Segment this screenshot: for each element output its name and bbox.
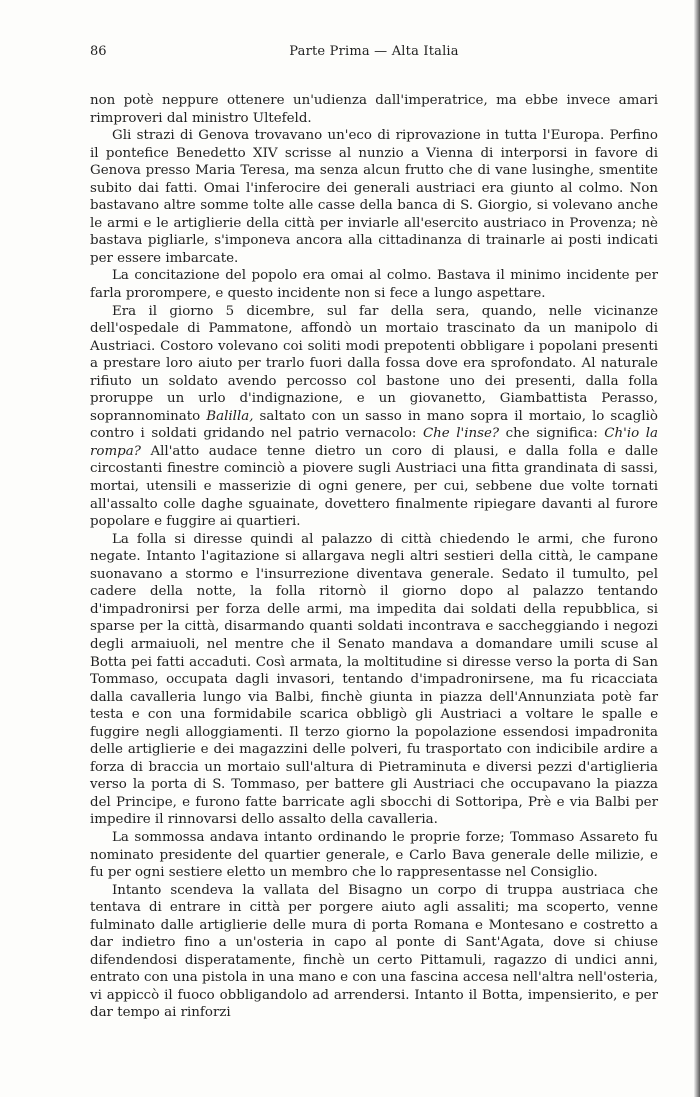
paragraph-text: La concitazione del popolo era omai al colmo. Bastava il minimo incidente per farla prorompere, e questo incidente non si fece a lungo aspettare. [90, 268, 658, 302]
paragraph-text: Intanto scendeva la vallata del Bisagno un corpo di truppa austriaca che tentava di entrare in città per porgere aiuto agli assaliti; ma scoperto, venne fulminato dalle artiglierie delle mura di porta Romana e Montesano e costretto a dar indietro fino a un'osteria in capo al ponte di Sant'Agata, dove si chiuse difendendosi disperatamente, finchè un certo Pittamuli, ragazzo di undici anni, entrato con una pistola in una mano e con una fascina accesa nell'altra nell'osteria, vi appiccò il fuoco obbligandolo ad arrendersi. Intanto il Botta, impensierito, e per dar tempo ai rinforzi [90, 882, 658, 1021]
paragraph [90, 127, 658, 267]
paragraph [90, 92, 658, 127]
page-edge-shadow [694, 0, 700, 1097]
paragraph-text: Gli strazi di Genova trovavano un'eco di riprovazione in tutta l'Europa. Perfino il pontefice Benedetto XIV scrisse al nunzio a Vienna di interporsi in favore di Genova presso Maria Teresa, ma senza alcun frutto che di vane lusinghe, smentite subito dai fatti. Omai l'inferocire dei generali austriaci era giunto al colmo. Non bastavano altre somme tolte alle casse della banca di S. Giorgio, si volevano anche le armi e le artiglierie della città per inviarle all'esercito austriaco in Provenza; nè bastava pigliarle, s'imponeva ancora alla cittadinanza di trainarle ai posti indicati per essere imbarcate. [90, 128, 658, 266]
paragraph [90, 882, 658, 1022]
paragraph [90, 829, 658, 882]
page-number: 86 [90, 44, 107, 59]
italic-text: Ch'io la rompa? [90, 426, 658, 459]
paragraph-text: che significa: [499, 426, 605, 442]
running-header [90, 44, 658, 66]
paragraph [90, 531, 658, 829]
italic-text: Che l'inse? [422, 426, 500, 442]
body-text [90, 92, 658, 1022]
paragraph-text: non potè neppure ottenere un'udienza dall'imperatrice, ma ebbe invece amari rimproveri dal ministro Ultefeld. [90, 93, 658, 126]
paragraph-text: Era il giorno 5 dicembre, sul far della sera, quando, nelle vicinanze dell'ospedale di Pammatone, affondò un mortaio trascinato da un manipolo di Austriaci. Costoro volevano coi soliti modi prepotenti obbligare i popolani presenti a prestare loro aiuto per trarlo fuori dalla fossa dove era sprofondato. Al naturale rifiuto un soldato avendo percosso col bastone uno dei presenti, dalla folla proruppe un urlo d'indignazione, e un giovanetto, Giambattista Perasso, soprannominato [90, 303, 658, 424]
paragraph-text: La sommossa andava intanto ordinando le proprie forze; Tommaso Assareto fu nominato presidente del quartier generale, e Carlo Bava generale delle milizie, e fu per ogni sestiere eletto un membro che lo rappresentasse nel Consiglio. [90, 829, 658, 881]
italic-text: Balilla, [206, 408, 254, 424]
running-title: Parte Prima — Alta Italia [289, 44, 459, 59]
paragraph [90, 267, 658, 302]
paragraph [90, 303, 658, 531]
paragraph-text: saltato con un sasso in mano sopra il mortaio, lo scagliò contro i soldati gridando nel patrio vernacolo: [90, 408, 658, 442]
paragraph-text: All'atto audace tenne dietro un coro di plausi, e dalla folla e dalle circostanti finestre cominciò a piovere sugli Austriaci una fitta grandinata di sassi, mortai, utensili e masserizie di ogni genere, per cui, sebbene due volte tornati all'assalto colle daghe sguainate, dovettero finalmente ripiegare davanti al furore popolare e fuggire ai quartieri. [90, 443, 658, 530]
paragraph-text: La folla si diresse quindi al palazzo di città chiedendo le armi, che furono negate. Intanto l'agitazione si allargava negli altri sestieri della città, le campane suonavano a stormo e l'insurrezione diventava generale. Sedato il tumulto, pel cadere della notte, la folla ritornò il giorno dopo al palazzo tentando d'impadronirsi per forza delle armi, ma impedita dai soldati della repubblica, si sparse per la città, disarmando quanti soldati incontrava e saccheggiando i negozi degli armaiuoli, nel mentre che il Senato mandava a domandare umili scuse al Botta pei fatti accaduti. Così armata, la moltitudine si diresse verso la porta di San Tommaso, occupata dagli invasori, tentando d'impadronirsene, ma fu ricacciata dalla cavalleria lungo via Balbi, finchè giunta in piazza dell'Annunziata potè far testa e con una formidabile scarica obbligò gli Austriaci a voltare le spalle e fuggire negli alloggiamenti. Il terzo giorno la popolazione essendosi impadronita delle artiglierie e dei magazzini delle polveri, fu trasportato con indicibile ardire a forza di braccia un mortaio sull'altura di Pietraminuta e diversi pezzi d'artiglieria verso la porta di S. Tommaso, per battere gli Austriaci che occupavano la piazza del Principe, e furono fatte barricate agli sbocchi di Sottoripa, Prè e via Balbi per impedire il rinnovarsi dello assalto della cavalleria. [90, 531, 658, 828]
